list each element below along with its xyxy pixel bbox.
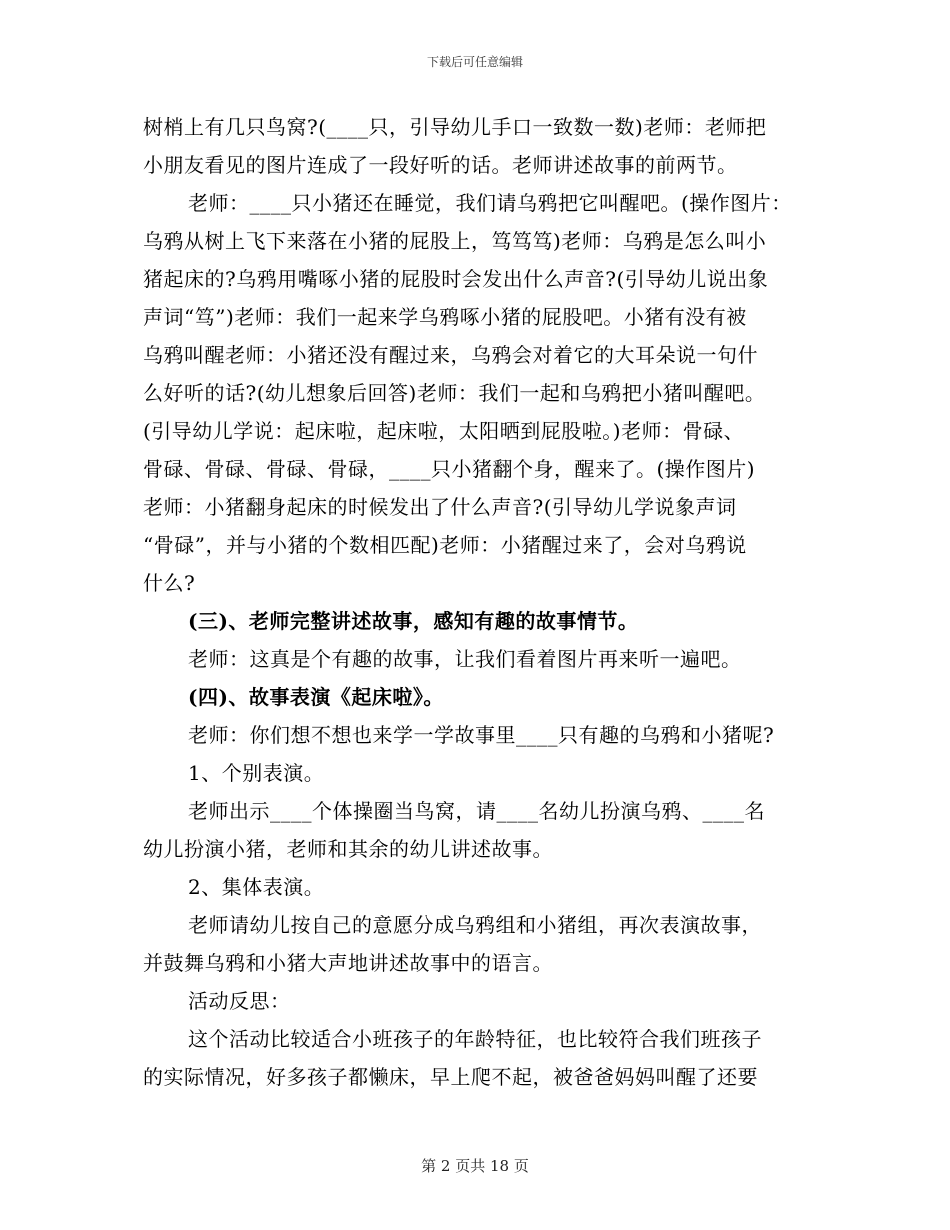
document-body	[143, 108, 813, 1096]
text-line: (引导幼儿学说：起床啦，起床啦，太阳晒到屁股啦。)老师：骨碌、	[143, 419, 745, 443]
text-line: 老师：____只小猪还在睡觉，我们请乌鸦把它叫醒吧。(操作图片：	[188, 191, 792, 215]
text-line: 活动反思：	[188, 989, 291, 1013]
text-line: 小朋友看见的图片连成了一段好听的话。老师讲述故事的前两节。	[143, 153, 738, 177]
text-line: 的实际情况，好多孩子都懒床，早上爬不起，被爸爸妈妈叫醒了还要	[143, 1065, 758, 1089]
text-line: 骨碌、骨碌、骨碌、骨碌，____只小猪翻个身，醒来了。(操作图片)	[143, 457, 756, 481]
text-line: 猪起床的?乌鸦用嘴啄小猪的屁股时会发出什么声音?(引导幼儿说出象	[143, 267, 769, 291]
page-footer: 第 2 页共 18 页	[421, 1157, 529, 1175]
text-line: 乌鸦从树上飞下来落在小猪的屁股上，笃笃笃)老师：乌鸦是怎么叫小	[143, 229, 767, 253]
text-line: 老师请幼儿按自己的意愿分成乌鸦组和小猪组，再次表演故事，	[188, 913, 762, 937]
text-line: 么好听的话?(幼儿想象后回答)老师：我们一起和乌鸦把小猪叫醒吧。	[143, 381, 766, 405]
section-heading: (四)、故事表演《起床啦》。	[188, 685, 444, 709]
text-line: 1、个别表演。	[188, 761, 325, 785]
text-line: 树梢上有几只鸟窝?(____只，引导幼儿手口一致数一数)老师：老师把	[143, 115, 767, 139]
text-line: 老师出示____个体操圈当鸟窝，请____名幼儿扮演乌鸦、____名	[188, 799, 765, 823]
text-line: 幼儿扮演小猪，老师和其余的幼儿讲述故事。	[143, 837, 553, 861]
text-line: 2、集体表演。	[188, 875, 325, 899]
text-line: 声词“笃”)老师：我们一起来学乌鸦啄小猪的屁股吧。小猪有没有被	[143, 305, 747, 329]
page-header: 下载后可任意编辑	[426, 55, 523, 69]
text-line: 这个活动比较适合小班孩子的年龄特征，也比较符合我们班孩子	[188, 1027, 762, 1051]
text-line: 什么?	[143, 571, 196, 595]
text-line: 乌鸦叫醒老师：小猪还没有醒过来，乌鸦会对着它的大耳朵说一句什	[143, 343, 758, 367]
text-line: “骨碌”，并与小猪的个数相匹配)老师：小猪醒过来了，会对乌鸦说	[143, 533, 747, 557]
text-line: 老师：小猪翻身起床的时候发出了什么声音?(引导幼儿学说象声词	[143, 495, 737, 519]
text-line: 老师：这真是个有趣的故事，让我们看着图片再来听一遍吧。	[188, 647, 742, 671]
section-heading: (三)、老师完整讲述故事，感知有趣的故事情节。	[188, 609, 639, 633]
text-line: 老师：你们想不想也来学一学故事里____只有趣的乌鸦和小猪呢?	[188, 723, 775, 747]
text-line: 并鼓舞乌鸦和小猪大声地讲述故事中的语言。	[143, 951, 553, 975]
